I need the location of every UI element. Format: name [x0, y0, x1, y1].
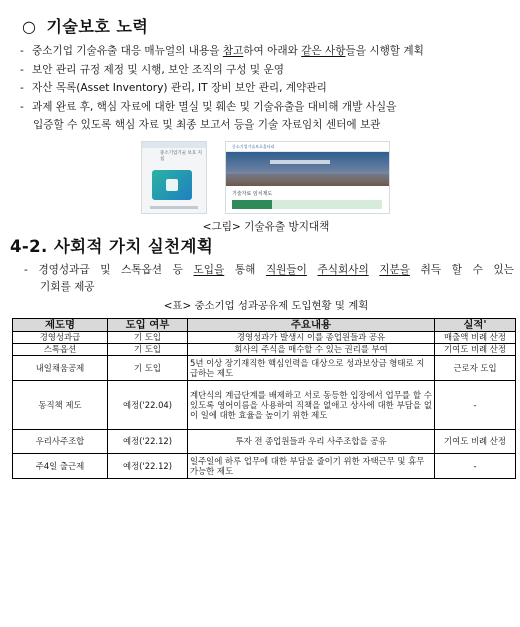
city-skyline: [226, 174, 389, 186]
adoption-status-cell: 기 도입: [108, 332, 188, 344]
section2-title: 4-2. 사회적 가치 실천계획: [10, 237, 214, 256]
bullet-word: 및: [100, 264, 111, 276]
performance-cell: 기여도 비례 산정: [435, 430, 516, 454]
guidebook-title: 중소기업기술 보호 지침: [160, 151, 202, 162]
bullet-item: [20, 42, 512, 61]
bullet-item: [20, 79, 512, 98]
bullet-word: 통해: [234, 264, 256, 276]
bullet-text: 하여 아래와: [243, 45, 302, 57]
performance-sharing-table: [12, 318, 516, 479]
bullet-word: 도입을: [193, 264, 225, 276]
bullet-item: [20, 98, 512, 117]
section2-bullet-line: [24, 262, 514, 279]
bullet-text: 들을 시행할 계획: [345, 45, 424, 57]
bullet-word: 경영성과급: [38, 264, 90, 276]
bullet-dash: -: [20, 82, 24, 95]
figure-images: [141, 141, 391, 215]
bullet-word: 주식회사의: [317, 264, 369, 276]
website-active-tab: [232, 200, 272, 209]
performance-cell: -: [435, 381, 516, 430]
table-header-row: [13, 319, 516, 332]
table-row: [13, 332, 516, 344]
bullet-word: 있는: [493, 264, 514, 276]
website-banner: [226, 152, 389, 186]
performance-cell: 근로자 도입: [435, 356, 516, 381]
table-caption: <표> 중소기업 성과공유제 도입현황 및 계획: [163, 300, 369, 312]
program-name-cell: 내일채움공제: [13, 356, 108, 381]
bullet-word: 스톡옵션: [121, 264, 163, 276]
banner-text: [270, 160, 330, 164]
section2-bullet-continuation: 기회를 제공: [40, 281, 95, 293]
adoption-status-cell: 예정('22.12): [108, 454, 188, 479]
bullet-word: 지분을: [379, 264, 411, 276]
bullet-dash: -: [24, 264, 28, 276]
main-content-cell: 계단식의 계급단계를 배제하고 서로 동등한 입장에서 업무를 할 수 있도록 영어이름을 사용하여 직책을 없애고 상사에 대한 부담을 없이 일에 대한 효율을 높이기 위한 제도: [188, 381, 435, 430]
bullet-word: 직원들이: [265, 264, 307, 276]
performance-cell: 기여도 비례 산정: [435, 344, 516, 356]
table-row: [13, 454, 516, 479]
program-name-cell: 경영성과급: [13, 332, 108, 344]
circle-bullet-icon: ○: [22, 17, 37, 36]
section-heading: [22, 14, 148, 37]
website-tab-bar: [232, 200, 382, 209]
website-screenshot-image: [225, 141, 390, 214]
adoption-status-cell: 예정('22.12): [108, 430, 188, 454]
bullet-word: 등: [172, 264, 183, 276]
bullet-text: 자산 목록(Asset Inventory) 관리, IT 장비 보안 관리, 계약관리: [32, 82, 327, 95]
bullet-dash: -: [20, 63, 24, 76]
guidebook-cover-image: [141, 141, 207, 214]
bullet-word: 수: [472, 264, 483, 276]
program-name-cell: 동직책 제도: [13, 381, 108, 430]
cover-footer-bar: [150, 206, 198, 209]
lock-illustration: [152, 170, 192, 200]
column-header: 제도명: [13, 319, 108, 332]
performance-cell: 매출액 비례 산정: [435, 332, 516, 344]
bullet-continuation: 입증할 수 있도록 핵심 자료 및 최종 보고서 등을 기술 자료임치 센터에 보관: [33, 119, 381, 132]
column-header: 주요내용: [188, 319, 435, 332]
main-content-cell: 투자 전 종업원들과 우리 사주조합을 공유: [188, 430, 435, 454]
underlined-text: 같은 사항: [301, 45, 346, 57]
performance-cell: -: [435, 454, 516, 479]
section2-bullet: [24, 262, 514, 296]
adoption-status-cell: 기 도입: [108, 356, 188, 381]
program-name-cell: 우리사주조합: [13, 430, 108, 454]
main-content-cell: 5년 이상 장기재직한 핵심인력을 대상으로 성과보상금 형태로 지급하는 제도: [188, 356, 435, 381]
adoption-status-cell: 예정('22.04): [108, 381, 188, 430]
bullet-list: [20, 42, 512, 135]
lock-icon: [166, 179, 178, 191]
website-header: 중소기업기술보호울타리: [226, 142, 389, 152]
bullet-text: 중소기업 기술유출 대응 매뉴얼의 내용을: [32, 45, 223, 57]
figure-caption: <그림> 기술유출 방지대책: [202, 221, 330, 233]
table-row: [13, 344, 516, 356]
underlined-text: 참고: [222, 45, 244, 57]
main-content-cell: 경영성과가 발생시 이를 종업원들과 공유: [188, 332, 435, 344]
bullet-text: 과제 완료 후, 핵심 자료에 대한 멸실 및 훼손 및 기술유출을 대비해 개발 사실을: [32, 100, 397, 113]
adoption-status-cell: 기 도입: [108, 344, 188, 356]
bullet-word: 할: [451, 264, 462, 276]
program-name-cell: 주4일 출근제: [13, 454, 108, 479]
bullet-dash: -: [20, 100, 24, 113]
bullet-text: 보안 관리 규정 제정 및 시행, 보안 조직의 구성 및 운영: [32, 63, 284, 76]
bullet-word: 취득: [420, 264, 442, 276]
column-header: 실적': [435, 319, 516, 332]
table-row: [13, 381, 516, 430]
column-header: 도입 여부: [108, 319, 188, 332]
bullet-item: [20, 61, 512, 80]
website-section-label: 기술자료 임치제도: [232, 191, 273, 197]
main-content-cell: 일주일에 하루 업무에 대한 부담을 줄이기 위한 자택근무 및 휴무 가능한 제도: [188, 454, 435, 479]
program-name-cell: 스톡옵션: [13, 344, 108, 356]
main-content-cell: 회사의 주식을 매수할 수 있는 권리를 부여: [188, 344, 435, 356]
bullet-dash: -: [20, 45, 24, 57]
table-row: [13, 356, 516, 381]
section-title: 기술보호 노력: [46, 17, 149, 36]
table-row: [13, 430, 516, 454]
